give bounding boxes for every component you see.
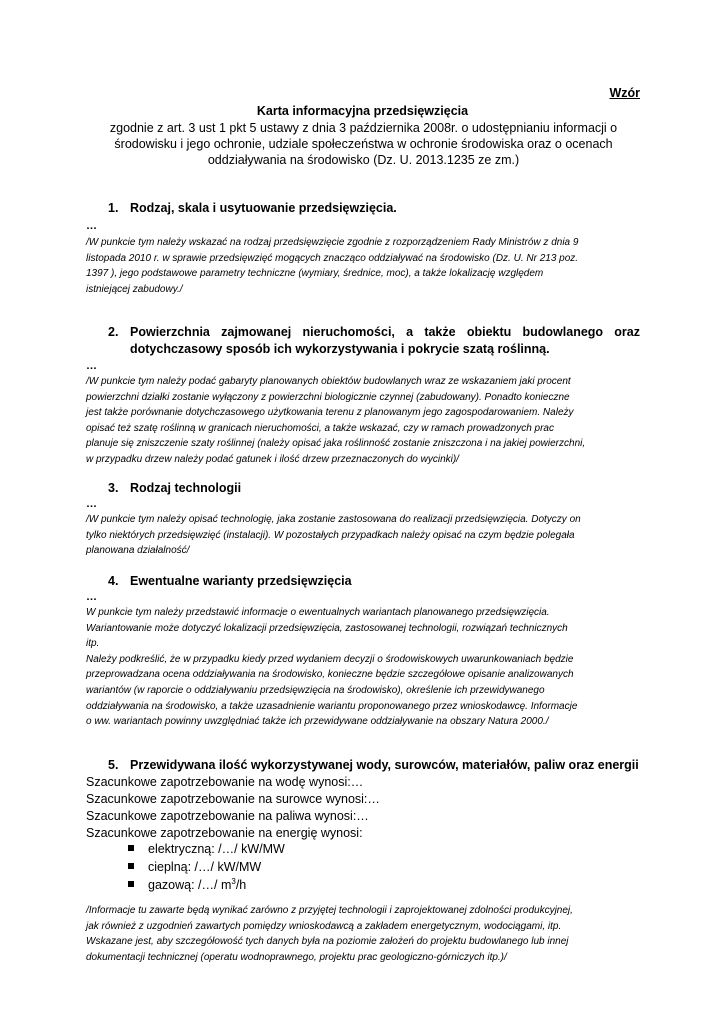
section-number: 4. [108, 574, 119, 588]
section-title: Rodzaj, skala i usytuowanie przedsięwzięcia. [130, 201, 397, 215]
note-line: tylko niektórych przedsięwzięć (instalacji). W pozostałych przypadkach należy opisać na czym będzie polegała [86, 529, 575, 541]
subtitle-line: zgodnie z art. 3 ust 1 pkt 5 ustawy z dnia 3 października 2008r. o udostępnianiu informacji o [109, 121, 618, 135]
note-line: istniejącej zabudowy./ [86, 283, 183, 295]
materials-demand-line: Szacunkowe zapotrzebowanie na surowce wynosi:… [86, 792, 380, 806]
energy-demand-list [86, 774, 380, 842]
section-title [130, 324, 640, 358]
section-1-heading [108, 200, 648, 217]
section-5-instructions [86, 903, 640, 965]
bullet-text: elektryczną: /…/ kW/MW [148, 842, 285, 856]
note-line: Wskazane jest, aby szczegółowość tych danych była na poziomie założeń do projektu budowlanego lub innej [86, 936, 569, 948]
template-label: Wzór [609, 86, 640, 100]
placeholder-ellipsis: … [86, 360, 97, 372]
section-title: Ewentualne warianty przedsięwzięcia [130, 574, 352, 588]
note-line: opisać też szatę roślinną w granicach nieruchomości, a także wskazać, czy w ramach prowadzonych prac [86, 422, 554, 434]
bullet-item-heat [128, 858, 428, 876]
section-title-line: dotychczasowy sposób ich wykorzystywania i pokrycie szatą roślinną. [130, 342, 550, 356]
note-line: powierzchni działki zostanie wyłączony z powierzchni biologicznie czynnej (zabudowany). Ponadto konieczne [86, 391, 570, 403]
section-4-instructions [86, 605, 640, 730]
note-line: /Informacje tu zawarte będą wynikać zarówno z przyjętej technologii i zaprojektowanej zdolności produkcyjnej, [86, 905, 573, 916]
placeholder-ellipsis: … [86, 220, 97, 232]
bullet-text: gazową: /…/ m [148, 878, 232, 892]
unit-superscript: 3 [231, 876, 236, 886]
water-demand-line: Szacunkowe zapotrzebowanie na wodę wynosi:… [86, 775, 364, 789]
subtitle-line: środowisku i jego ochronie, udziale społeczeństwa w ochronie środowiska oraz o ocenach [114, 137, 613, 151]
note-line: o ww. wariantach powinny uwzględniać także ich przewidywane oddziaływanie na obszary Natura 2000./ [86, 716, 549, 728]
section-title: Przewidywana ilość wykorzystywanej wody, surowców, materiałów, paliw oraz energii [130, 758, 639, 772]
bullet-text-gas [148, 876, 246, 894]
square-bullet-icon [128, 845, 134, 851]
section-4-heading [108, 573, 648, 590]
note-line: listopada 2010 r. w sprawie przedsięwzięć mogących znacząco oddziaływać na środowisko (Dz. U. Nr 213 poz. [86, 252, 579, 264]
subtitle-line: oddziaływania na środowisko (Dz. U. 2013.1235 ze zm.) [207, 153, 520, 167]
section-2-instructions [86, 374, 640, 468]
note-line: /W punkcie tym należy opisać technologię, jaka zostanie zastosowana do realizacji przedsięwzięcia. Dotyczy on [86, 514, 581, 525]
document-title: Karta informacyjna przedsięwzięcia [256, 104, 469, 118]
bullet-item-electric [128, 840, 428, 858]
document-subtitle [96, 120, 631, 168]
note-line: Należy podkreślić, że w przypadku kiedy przed wydaniem decyzji o środowiskowych uwarunkowaniach będzie [86, 653, 574, 665]
note-line: itp. [86, 638, 100, 650]
note-line: planuje się zniszczenie szaty roślinnej (należy opisać jaka roślinność zostanie zniszczona i na jakiej powierzchni, [86, 438, 586, 450]
note-line: w przypadku drzew należy podać gatunek i ilość drzew przeznaczonych do wycinki)/ [86, 453, 459, 465]
section-2-heading [108, 324, 640, 358]
fuel-demand-line: Szacunkowe zapotrzebowanie na paliwa wynosi:… [86, 809, 369, 823]
note-line: dokumentacji technicznej (operatu wodnoprawnego, projektu prac geologiczno-górniczych itp.)/ [86, 951, 507, 963]
placeholder-ellipsis: … [86, 498, 97, 510]
section-title: Rodzaj technologii [130, 481, 242, 495]
note-line: przeprowadzana ocena oddziaływania na środowisko, konieczne będzie szczegółowe opisanie analizowanych [86, 669, 574, 681]
note-line: planowana działalność/ [86, 545, 190, 557]
note-line: Wariantowanie może dotyczyć lokalizacji przedsięwzięcia, zastosowanej technologii, rozwiązań technicznych [86, 622, 568, 634]
section-number: 5. [108, 758, 119, 772]
section-number: 2. [108, 325, 119, 339]
note-line: oddziaływania na środowisko, a także uzasadnienie wariantu proponowanego przez wnioskodawcę. Informacje [86, 700, 578, 712]
energy-bullets [128, 840, 428, 894]
note-line: wariantów (w raporcie o oddziaływaniu przedsięwzięcia na środowisko), określenie ich przewidywanego [86, 684, 545, 696]
section-5-heading [108, 757, 648, 774]
note-line: /W punkcie tym należy podać gabaryty planowanych obiektów budowlanych wraz ze wskazaniem jaki procent [86, 376, 571, 387]
section-1-instructions [86, 235, 640, 297]
placeholder-ellipsis: … [86, 591, 97, 603]
section-number: 1. [108, 201, 119, 215]
square-bullet-icon [128, 881, 134, 887]
note-line: W punkcie tym należy przedstawić informacje o ewentualnych wariantach planowanego przedsięwzięcia. [86, 607, 550, 618]
note-line: jest także porównanie dotychczasowego użytkowania terenu z planowanym jego zagospodarowaniem. Należy [86, 407, 574, 419]
square-bullet-icon [128, 863, 134, 869]
unit-tail: /h [235, 878, 247, 892]
section-3-heading [108, 480, 648, 497]
section-3-instructions [86, 512, 640, 559]
note-line: /W punkcie tym należy wskazać na rodzaj przedsięwzięcie zgodnie z rozporządzeniem Rady Ministrów z dnia 9 [86, 237, 579, 248]
section-number: 3. [108, 481, 119, 495]
bullet-text: cieplną: /…/ kW/MW [148, 860, 262, 874]
energy-demand-line: Szacunkowe zapotrzebowanie na energię wynosi: [86, 826, 363, 840]
note-line: 1397 ), jego podstawowe parametry techniczne (wymiary, średnice, moc), a także lokalizację względem [86, 268, 544, 280]
bullet-item-gas [128, 876, 428, 894]
section-title-line: Powierzchnia zajmowanej nieruchomości, a także obiektu budowlanego oraz [130, 325, 640, 339]
note-line: jak również z uzgodnień zawartych pomiędzy wnioskodawcą a zakładem energetycznym, wodociągami, itp. [86, 920, 562, 932]
